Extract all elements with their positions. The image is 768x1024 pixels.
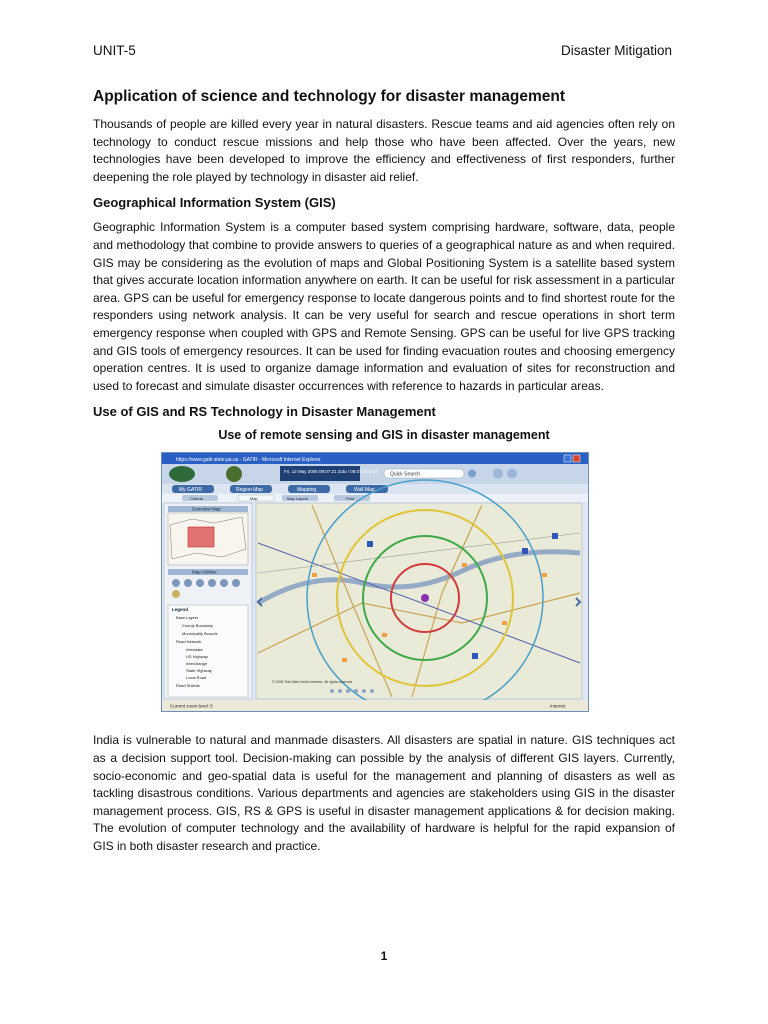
status-zoom: Current zoom level: 5 [170, 703, 213, 709]
legend-title: Legend [172, 607, 189, 613]
bookmark-icon [172, 590, 180, 598]
closing-paragraph: India is vulnerable to natural and manmade disasters. All disasters are spatial in nature. GIS techniques act as a decision support tool. Decision-making can possible by the analysis of different GIS layers. Currently, socio-economic and geo-spatial data is useful for the management and planning of disasters as well as tackling disastrous conditions. Various departments and agencies are stakeholders using GIS in the disaster management process. GIS, RS & GPS is useful in disaster management applications & for decision making. The evolution of computer technology and the availability of hardware is helpful for the rapid expansion of GIS in both disaster research and practice. [93, 733, 675, 853]
map-copyright: © 2006 Tele Atlas North America. All rights reserved. [272, 680, 354, 685]
svg-text:Mapping: Mapping [297, 487, 317, 494]
page-number: 1 [380, 949, 388, 963]
svg-text:Criteria: Criteria [190, 496, 203, 502]
status-zone: Internet [550, 703, 566, 709]
seal-icon [226, 466, 242, 482]
zoom-out-icon [184, 579, 192, 587]
legend-item: State Highway [186, 668, 212, 674]
use-heading: Use of GIS and RS Technology in Disaster Management [93, 404, 436, 420]
figure-caption: Use of remote sensing and GIS in disaster management [218, 428, 550, 443]
legend-item: Interstate [186, 647, 203, 653]
legend-item: County Boundary [182, 623, 213, 629]
legend-item: Road Network [176, 639, 202, 645]
header-subject: Disaster Mitigation [560, 43, 672, 58]
go-icon [468, 470, 476, 478]
svg-text:My GATIR: My GATIR [179, 487, 202, 494]
gis-screenshot-figure [161, 452, 589, 712]
legend-item: Local Road [186, 675, 207, 681]
intro-paragraph: Thousands of people are killed every year in natural disasters. Rescue teams and aid agencies often rely on technology to conduct rescue missions and help those who have been affected. Over the years, new technologies have been developed to improve the efficiency and effectiveness of first responders, further deepening the role played by technology in disaster aid relief. [93, 117, 675, 184]
quick-search-text: Quick Search [390, 471, 421, 478]
pan-icon [196, 579, 204, 587]
header-unit: UNIT-5 [93, 43, 136, 58]
minimize-icon [564, 455, 571, 462]
measure-icon [220, 579, 228, 587]
incident-marker-icon [421, 594, 429, 602]
datetime-text: Fri, 12 May 2006 09:07:21 Zulu / 05:07:21 EDT [284, 469, 379, 475]
legend-item: Municipality Bounds [182, 631, 218, 637]
window-title: https://www.gatir.state.pa.us - GATIR - Microsoft Internet Explorer [176, 457, 321, 464]
home-icon [493, 469, 503, 479]
print-icon [232, 579, 240, 587]
svg-text:Wall Map: Wall Map [354, 487, 375, 494]
legend-item: Interchange [186, 661, 208, 667]
gis-app-screenshot [162, 453, 588, 711]
svg-text:Print: Print [346, 496, 355, 502]
identify-icon [208, 579, 216, 587]
svg-text:Region Map: Region Map [236, 487, 263, 494]
legend-item: US Highway [186, 654, 209, 660]
gis-paragraph: Geographic Information System is a computer based system comprising hardware, software, data, people and methodology that combine to provide answers to queries of a geographical nature as and when required. GIS may be considering as the evolution of maps and Global Positioning System is a satellite based system that gives accurate location information anywhere on earth. It can be useful for risk assessment in a particular area. GPS can be useful for emergency response to locate dangerous points and to find shortest route for the responders using network analysis. It can be very useful for search and rescue operations in short term emergency response when coupled with GPS and Remote Sensing. GPS can be useful for live GPS tracking and GIS tools of emergency resources. It can be used for finding evacuation routes and choosing emergency operation centres. It is used to organize damage information and evaluation of sites for reconstruction and used to forecast and simulate disaster occurrences with reference to hazards in particular areas. [93, 220, 675, 393]
legend-item: Base Layers [176, 615, 199, 621]
zoom-in-icon [172, 579, 180, 587]
legend-item: Road Shields [176, 683, 200, 689]
map-utilities-title: Map Utilities [192, 569, 217, 575]
overview-extent-box [188, 527, 214, 547]
close-icon [573, 455, 580, 462]
gis-heading: Geographical Information System (GIS) [93, 195, 336, 211]
document-body [93, 88, 675, 864]
status-bar [162, 700, 588, 711]
help-icon [507, 469, 517, 479]
svg-text:Map Layers: Map Layers [287, 496, 308, 502]
gatir-logo-icon [169, 466, 195, 482]
main-map [256, 503, 582, 699]
svg-text:Map: Map [250, 496, 258, 502]
overview-map-title: Overview Map [192, 506, 221, 512]
page-title: Application of science and technology for disaster management [93, 88, 565, 105]
